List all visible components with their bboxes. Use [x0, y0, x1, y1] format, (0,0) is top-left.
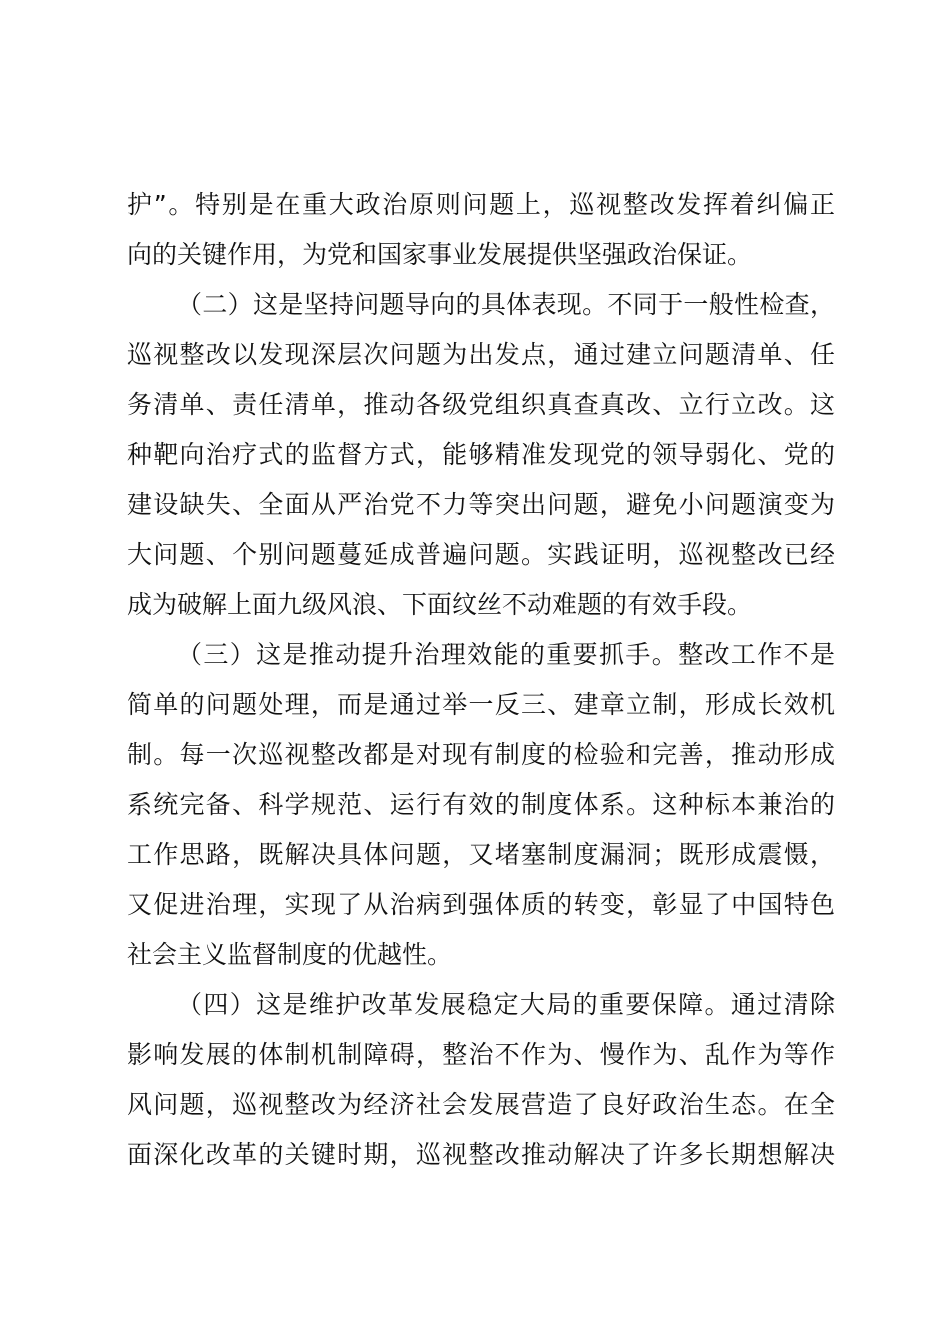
text-line: 系统完备、科学规范、运行有效的制度体系。这种标本兼治的 [127, 790, 835, 819]
text-line: 面深化改革的关键时期，巡视整改推动解决了许多长期想解决 [127, 1140, 835, 1169]
text-line: 成为破解上面九级风浪、下面纹丝不动难题的有效手段。 [127, 590, 753, 619]
text-line: 社会主义监督制度的优越性。 [127, 940, 453, 969]
text-line: 大问题、个别问题蔓延成普遍问题。实践证明，巡视整改已经 [127, 540, 835, 569]
text-line: 务清单、责任清单，推动各级党组织真查真改、立行立改。这 [127, 390, 835, 419]
text-line: 简单的问题处理，而是通过举一反三、建章立制，形成长效机 [127, 690, 835, 719]
text-line: 护”。特别是在重大政治原则问题上，巡视整改发挥着纠偏正 [127, 190, 835, 219]
text-line: 建设缺失、全面从严治党不力等突出问题，避免小问题演变为 [127, 490, 835, 519]
text-line: 工作思路，既解决具体问题，又堵塞制度漏洞；既形成震慑， [127, 840, 835, 869]
paragraph-heading-line: （二）这是坚持问题导向的具体表现。不同于一般性检查， [177, 290, 835, 319]
text-line: 风问题，巡视整改为经济社会发展营造了良好政治生态。在全 [127, 1090, 835, 1119]
text-line: 巡视整改以发现深层次问题为出发点，通过建立问题清单、任 [127, 340, 835, 369]
text-line: 影响发展的体制机制障碍，整治不作为、慢作为、乱作为等作 [127, 1040, 835, 1069]
paragraph-heading-line: （四）这是维护改革发展稳定大局的重要保障。通过清除 [177, 990, 835, 1019]
text-line: 又促进治理，实现了从治病到强体质的转变，彰显了中国特色 [127, 890, 835, 919]
text-line: 制。每一次巡视整改都是对现有制度的检验和完善，推动形成 [127, 740, 835, 769]
text-line: 向的关键作用，为党和国家事业发展提供坚强政治保证。 [127, 240, 753, 269]
paragraph-heading-line: （三）这是推动提升治理效能的重要抓手。整改工作不是 [177, 640, 835, 669]
text-line: 种靶向治疗式的监督方式，能够精准发现党的领导弱化、党的 [127, 440, 835, 469]
